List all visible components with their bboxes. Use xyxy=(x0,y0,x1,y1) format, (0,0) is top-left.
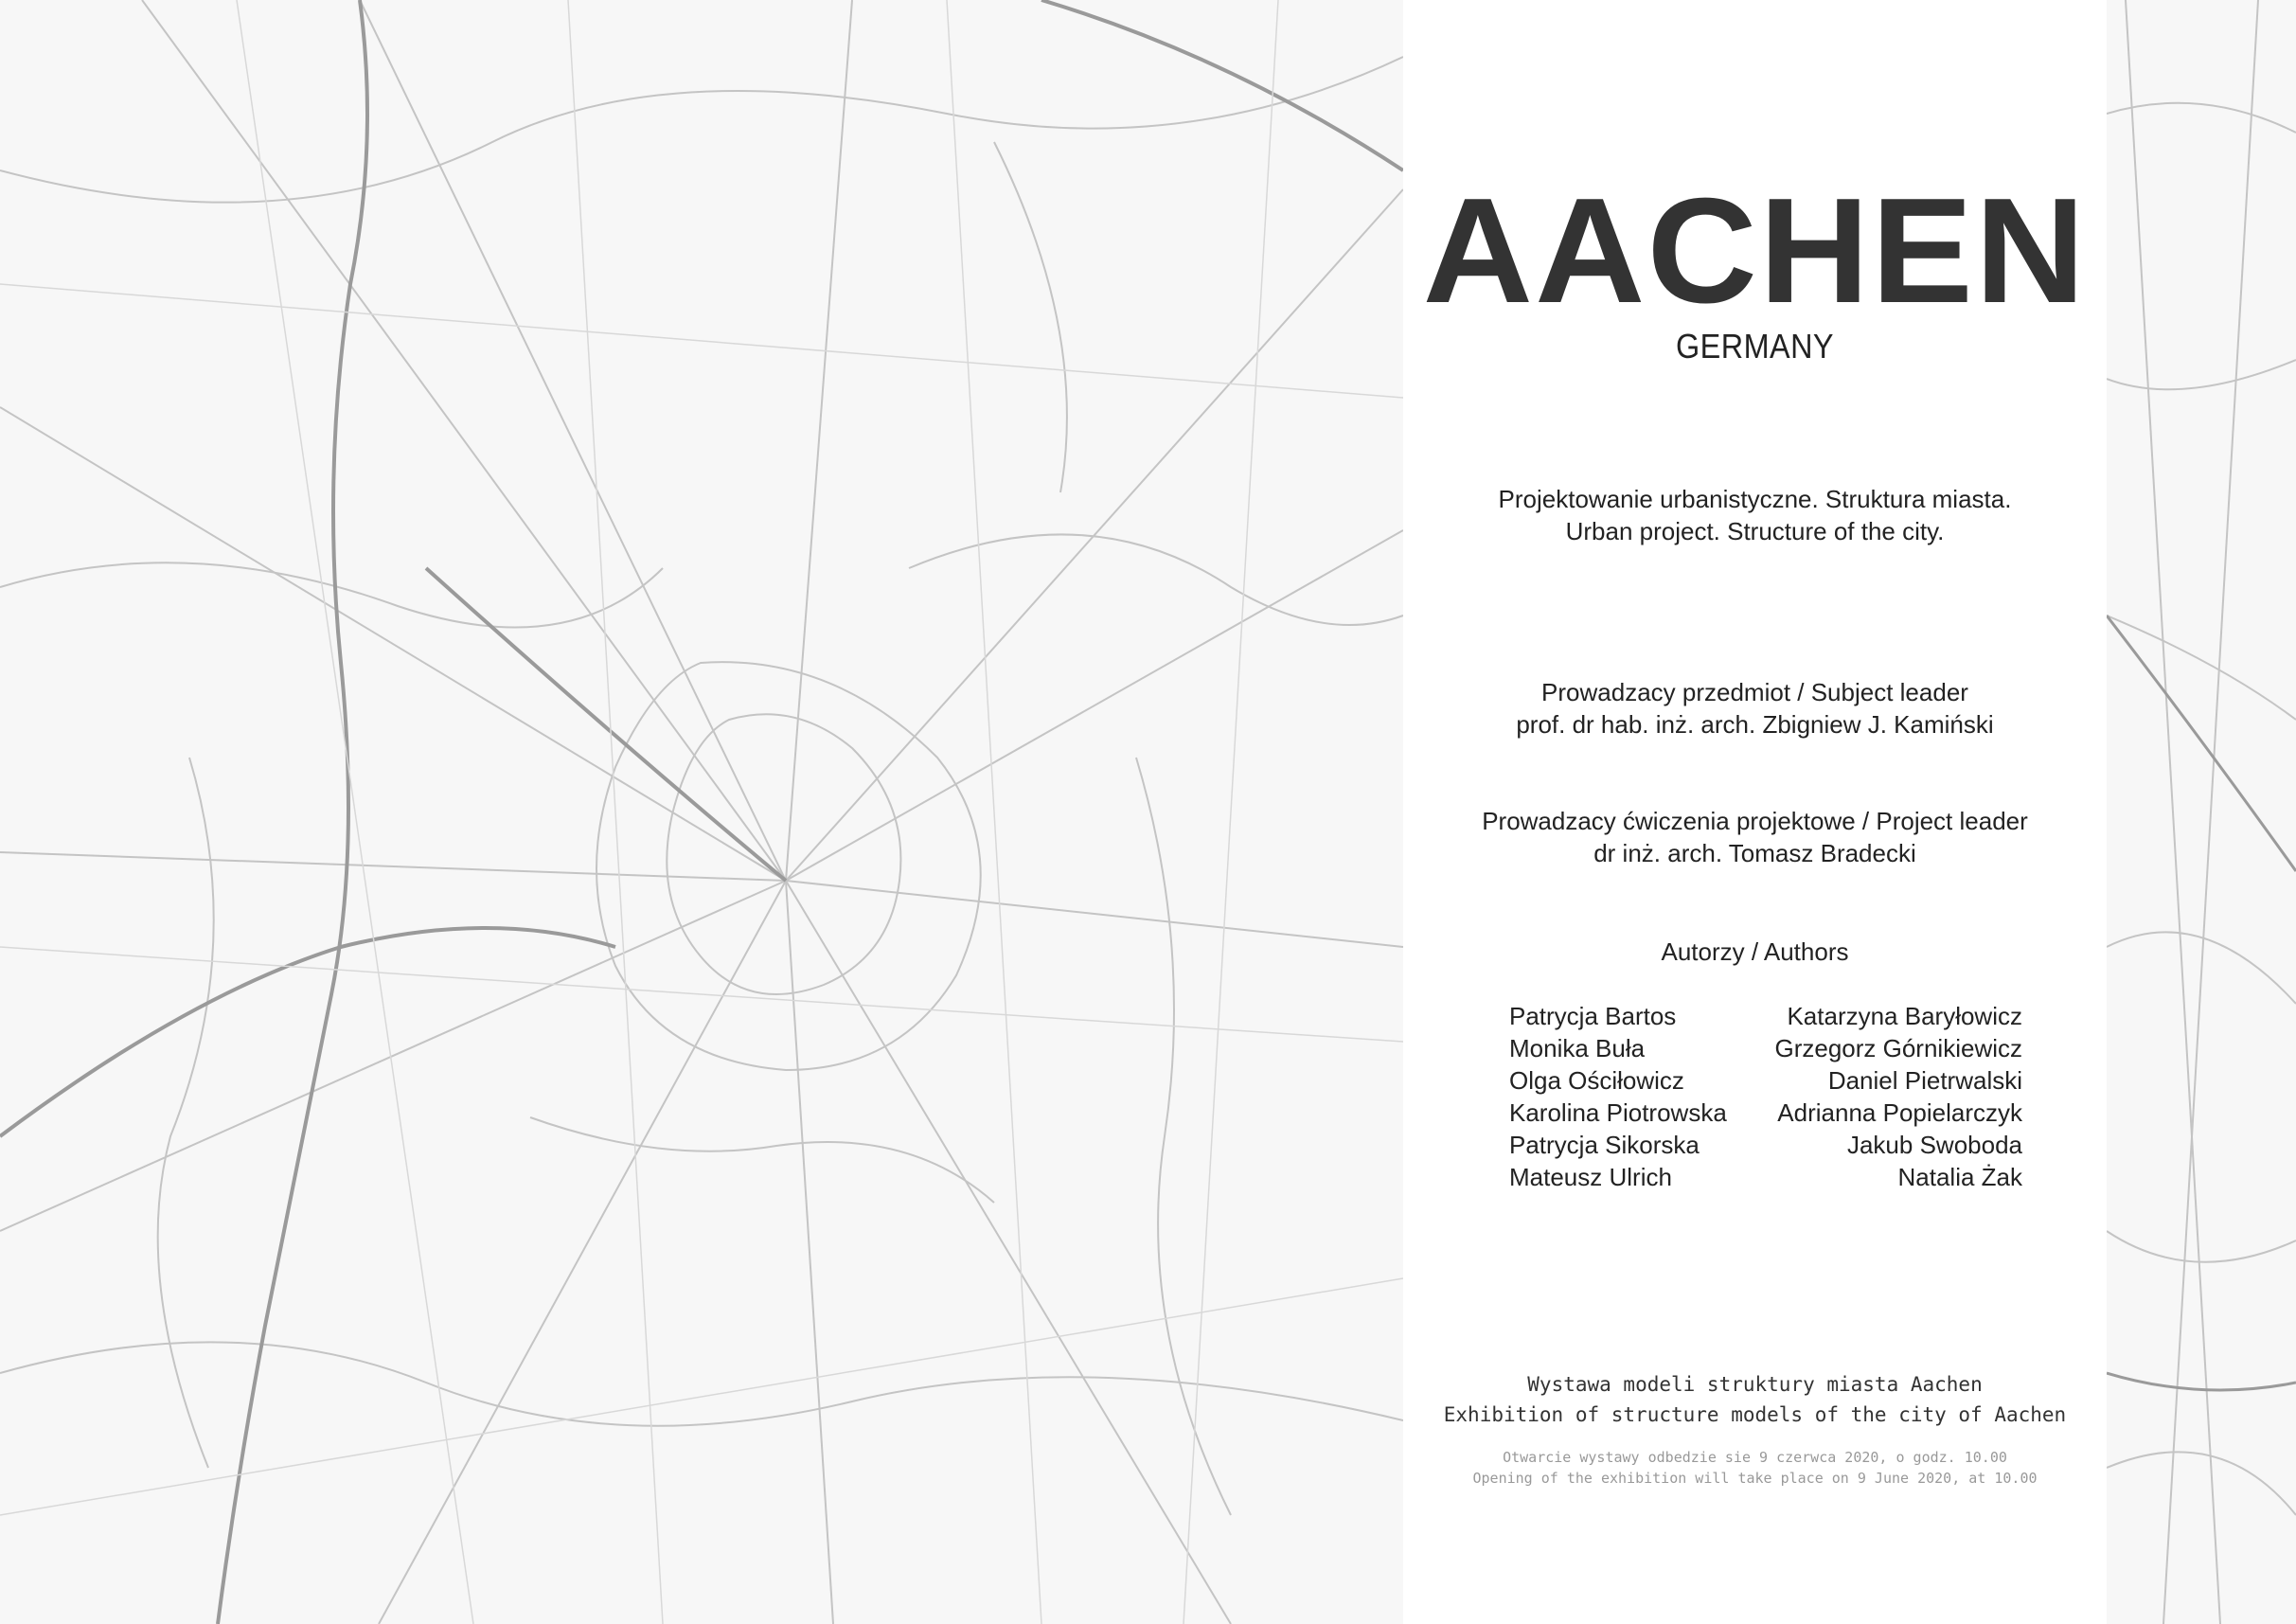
project-description xyxy=(1403,483,2107,547)
author-name: Monika Buła xyxy=(1509,1034,1646,1062)
project-leader-heading: Prowadzacy ćwiczenia projektowe / Project leader xyxy=(1482,807,2028,835)
subject-leader xyxy=(1403,676,2107,741)
exhibition-line-pl: Wystawa modeli struktury miasta Aachen xyxy=(1527,1373,1983,1396)
author-name: Adrianna Popielarczyk xyxy=(1777,1098,2022,1127)
author-name: Natalia Żak xyxy=(1897,1163,2022,1191)
project-leader xyxy=(1403,805,2107,869)
opening-line-en: Opening of the exhibition will take place on 9 June 2020, at 10.00 xyxy=(1472,1470,2038,1487)
authors-column-left xyxy=(1509,1000,1727,1193)
subject-leader-heading: Prowadzacy przedmiot / Subject leader xyxy=(1541,678,1968,706)
author-name: Jakub Swoboda xyxy=(1846,1131,2022,1159)
opening-info xyxy=(1403,1447,2107,1489)
street-map-graphic-right xyxy=(2107,0,2296,1624)
author-name: Daniel Pietrwalski xyxy=(1827,1066,2022,1095)
project-leader-name: dr inż. arch. Tomasz Bradecki xyxy=(1593,839,1916,867)
authors-column-right xyxy=(1774,1000,2022,1193)
info-panel xyxy=(1403,0,2107,1624)
author-name: Patrycja Sikorska xyxy=(1509,1131,1700,1159)
opening-line-pl: Otwarcie wystawy odbedzie sie 9 czerwca 2020, o godz. 10.00 xyxy=(1503,1449,2007,1466)
country-subtitle: GERMANY xyxy=(1676,327,1834,366)
exhibition-line-en: Exhibition of structure models of the city of Aachen xyxy=(1443,1403,2067,1426)
authors-heading: Autorzy / Authors xyxy=(1661,937,1849,966)
city-map-right xyxy=(2107,0,2296,1624)
project-line-pl: Projektowanie urbanistyczne. Struktura miasta. xyxy=(1498,485,2012,513)
exhibition-info xyxy=(1403,1369,2107,1430)
subject-leader-name: prof. dr hab. inż. arch. Zbigniew J. Kamiński xyxy=(1516,710,1994,739)
author-name: Katarzyna Baryłowicz xyxy=(1787,1002,2022,1030)
author-name: Mateusz Ulrich xyxy=(1509,1163,1672,1191)
city-title: AACHEN xyxy=(1422,168,2088,334)
author-name: Olga Ościłowicz xyxy=(1509,1066,1684,1095)
author-name: Grzegorz Górnikiewicz xyxy=(1774,1034,2022,1062)
project-line-en: Urban project. Structure of the city. xyxy=(1565,517,1945,545)
author-name: Patrycja Bartos xyxy=(1509,1002,1677,1030)
author-name: Karolina Piotrowska xyxy=(1509,1098,1727,1127)
